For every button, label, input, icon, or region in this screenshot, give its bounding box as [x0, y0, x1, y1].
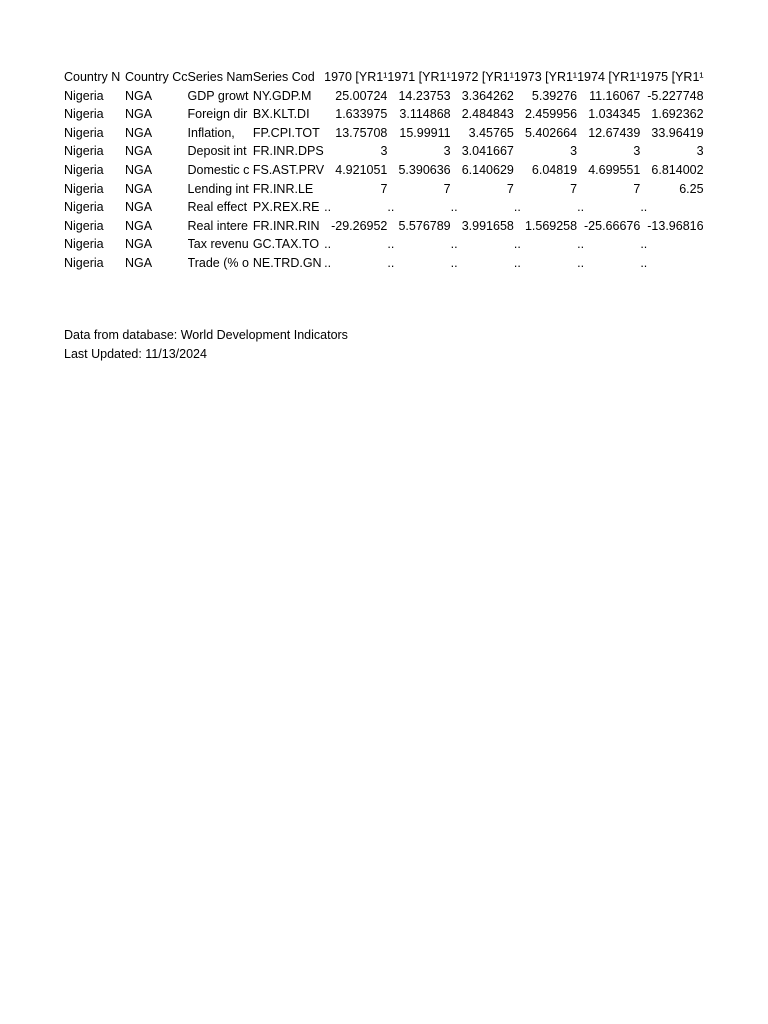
year-value-cell[interactable]: 3.041667	[461, 144, 514, 159]
year-value-cell[interactable]: ..	[324, 255, 332, 270]
series-code-cell[interactable]: NE.TRD.GN	[252, 255, 322, 270]
header-cell[interactable]: 1975 [YR1¹	[640, 70, 704, 84]
year-value-cell[interactable]: 5.39276	[531, 88, 578, 103]
header-cell[interactable]: Country N	[64, 70, 121, 84]
year-value-cell[interactable]: 7	[380, 181, 388, 196]
year-value-cell[interactable]: ..	[387, 200, 395, 215]
year-value-cell[interactable]: 3	[570, 144, 578, 159]
year-value-cell[interactable]: 1.034345	[588, 107, 641, 122]
series-name-cell[interactable]: Real effect	[187, 200, 248, 215]
country-name-cell[interactable]: Nigeria	[64, 200, 104, 215]
country-code-cell[interactable]: NGA	[125, 144, 153, 159]
series-name-cell[interactable]: Deposit int	[187, 144, 247, 159]
country-name-cell[interactable]: Nigeria	[64, 255, 104, 270]
data-table	[64, 68, 704, 273]
header-cell[interactable]: 1971 [YR1¹	[387, 70, 451, 84]
table-row	[64, 217, 704, 236]
country-name-cell[interactable]: Nigeria	[64, 162, 104, 177]
country-name-cell[interactable]: Nigeria	[64, 144, 104, 159]
year-value-cell[interactable]: 3	[696, 144, 704, 159]
table-row	[64, 87, 704, 106]
year-value-cell[interactable]: 4.699551	[588, 162, 641, 177]
header-cell[interactable]: Series Cod	[252, 70, 315, 84]
year-value-cell[interactable]: 1.692362	[651, 107, 704, 122]
year-value-cell[interactable]: ..	[324, 200, 332, 215]
country-name-cell[interactable]: Nigeria	[64, 181, 104, 196]
year-value-cell[interactable]: ..	[513, 237, 521, 252]
header-cell[interactable]: 1974 [YR1¹	[577, 70, 641, 84]
year-value-cell[interactable]: -5.227748	[647, 88, 704, 103]
header-cell[interactable]: 1970 [YR1¹	[324, 70, 388, 84]
header-cell[interactable]: 1972 [YR1¹	[450, 70, 514, 84]
source-note[interactable]: Data from database: World Development Indicators	[64, 328, 348, 342]
year-value-cell[interactable]: -29.26952	[331, 218, 388, 233]
series-name-cell[interactable]: Trade (% o	[187, 255, 249, 270]
series-code-cell[interactable]: FP.CPI.TOT	[252, 125, 320, 140]
year-value-cell[interactable]: 6.814002	[651, 162, 704, 177]
table-row	[64, 105, 704, 124]
last-updated-note[interactable]: Last Updated: 11/13/2024	[64, 346, 207, 361]
year-value-cell[interactable]: 6.140629	[461, 162, 514, 177]
country-code-cell[interactable]: NGA	[125, 218, 153, 233]
country-name-cell[interactable]: Nigeria	[64, 125, 104, 140]
spreadsheet	[64, 68, 704, 273]
year-value-cell[interactable]: 3.45765	[468, 125, 514, 140]
year-value-cell[interactable]: ..	[577, 255, 585, 270]
year-value-cell[interactable]: ..	[450, 255, 458, 270]
series-name-cell[interactable]: GDP growt	[187, 88, 249, 103]
series-code-cell[interactable]: PX.REX.RE	[252, 200, 320, 215]
footer-notes	[64, 326, 348, 363]
series-name-cell[interactable]: Real intere	[187, 218, 248, 233]
year-value-cell[interactable]: ..	[640, 200, 648, 215]
year-value-cell[interactable]: -13.96816	[647, 218, 704, 233]
year-value-cell[interactable]: 3	[380, 144, 388, 159]
country-code-cell[interactable]: NGA	[125, 107, 153, 122]
year-value-cell[interactable]: 3	[443, 144, 451, 159]
year-value-cell[interactable]: 33.96419	[651, 125, 704, 140]
table-row	[64, 235, 704, 254]
year-value-cell[interactable]: ..	[513, 255, 521, 270]
series-code-cell[interactable]: FS.AST.PRV	[252, 162, 325, 177]
country-code-cell[interactable]: NGA	[125, 162, 153, 177]
year-value-cell[interactable]: ..	[324, 237, 332, 252]
header-cell[interactable]: 1973 [YR1¹	[513, 70, 578, 84]
year-value-cell[interactable]: 5.402664	[524, 125, 578, 140]
year-value-cell[interactable]: ..	[450, 237, 458, 252]
series-name-cell[interactable]: Domestic c	[187, 162, 250, 177]
year-value-cell[interactable]: 25.00724	[335, 88, 388, 103]
series-code-cell[interactable]: FR.INR.LE	[252, 181, 314, 196]
table-row	[64, 161, 704, 180]
country-name-cell[interactable]: Nigeria	[64, 107, 104, 122]
year-value-cell[interactable]: ..	[513, 200, 521, 215]
country-code-cell[interactable]: NGA	[125, 200, 153, 215]
year-value-cell[interactable]: 3	[633, 144, 641, 159]
country-name-cell[interactable]: Nigeria	[64, 237, 104, 252]
year-value-cell[interactable]: 13.75708	[335, 125, 388, 140]
country-code-cell[interactable]: NGA	[125, 181, 153, 196]
table-row	[64, 254, 704, 273]
header-row	[64, 68, 704, 87]
year-value-cell[interactable]: 7	[506, 181, 514, 196]
year-value-cell[interactable]: 3.114868	[399, 107, 451, 122]
year-value-cell[interactable]: 6.04819	[531, 162, 578, 177]
year-value-cell[interactable]: ..	[387, 255, 395, 270]
series-code-cell[interactable]: FR.INR.RIN	[252, 218, 320, 233]
year-value-cell[interactable]: 11.16067	[589, 88, 641, 103]
year-value-cell[interactable]: 15.99911	[399, 125, 451, 140]
series-code-cell[interactable]: BX.KLT.DI	[252, 107, 310, 122]
header-cell[interactable]: Series Nam	[187, 70, 253, 84]
year-value-cell[interactable]: ..	[387, 237, 395, 252]
series-code-cell[interactable]: GC.TAX.TO	[252, 237, 320, 252]
table-row	[64, 198, 704, 217]
series-name-cell[interactable]: Lending int	[187, 181, 249, 196]
series-code-cell[interactable]: NY.GDP.M	[252, 88, 312, 103]
year-value-cell[interactable]: 7	[570, 181, 578, 196]
year-value-cell[interactable]: 12.67439	[588, 125, 641, 140]
table-body	[64, 68, 704, 273]
year-value-cell[interactable]: ..	[577, 200, 585, 215]
table-row	[64, 142, 704, 161]
year-value-cell[interactable]: 4.921051	[335, 162, 388, 177]
year-value-cell[interactable]: 1.569258	[524, 218, 578, 233]
year-value-cell[interactable]: 3.364262	[461, 88, 514, 103]
series-code-cell[interactable]: FR.INR.DPS	[252, 144, 324, 159]
year-value-cell[interactable]: 5.390636	[398, 162, 451, 177]
country-name-cell[interactable]: Nigeria	[64, 88, 104, 103]
series-name-cell[interactable]: Inflation,	[187, 125, 235, 140]
year-value-cell[interactable]: 3.991658	[461, 218, 514, 233]
series-name-cell[interactable]: Tax revenu	[187, 237, 249, 252]
table-row	[64, 124, 704, 143]
country-code-cell[interactable]: NGA	[125, 237, 153, 252]
year-value-cell[interactable]: 14.23753	[398, 88, 451, 103]
year-value-cell[interactable]: ..	[450, 200, 458, 215]
year-value-cell[interactable]: -25.66676	[584, 218, 641, 233]
header-cell[interactable]: Country Cc	[125, 70, 188, 84]
year-value-cell[interactable]: 2.459956	[524, 107, 578, 122]
year-value-cell[interactable]: 1.633975	[335, 107, 388, 122]
country-code-cell[interactable]: NGA	[125, 88, 153, 103]
year-value-cell[interactable]: 5.576789	[398, 218, 451, 233]
country-name-cell[interactable]: Nigeria	[64, 218, 104, 233]
year-value-cell[interactable]: 7	[443, 181, 451, 196]
year-value-cell[interactable]: 6.25	[679, 181, 704, 196]
table-row	[64, 180, 704, 199]
year-value-cell[interactable]: 2.484843	[461, 107, 514, 122]
country-code-cell[interactable]: NGA	[125, 255, 153, 270]
series-name-cell[interactable]: Foreign dir	[187, 107, 248, 122]
country-code-cell[interactable]: NGA	[125, 125, 153, 140]
year-value-cell[interactable]: 7	[633, 181, 641, 196]
year-value-cell[interactable]: ..	[577, 237, 585, 252]
year-value-cell[interactable]: ..	[640, 255, 648, 270]
year-value-cell[interactable]: ..	[640, 237, 648, 252]
